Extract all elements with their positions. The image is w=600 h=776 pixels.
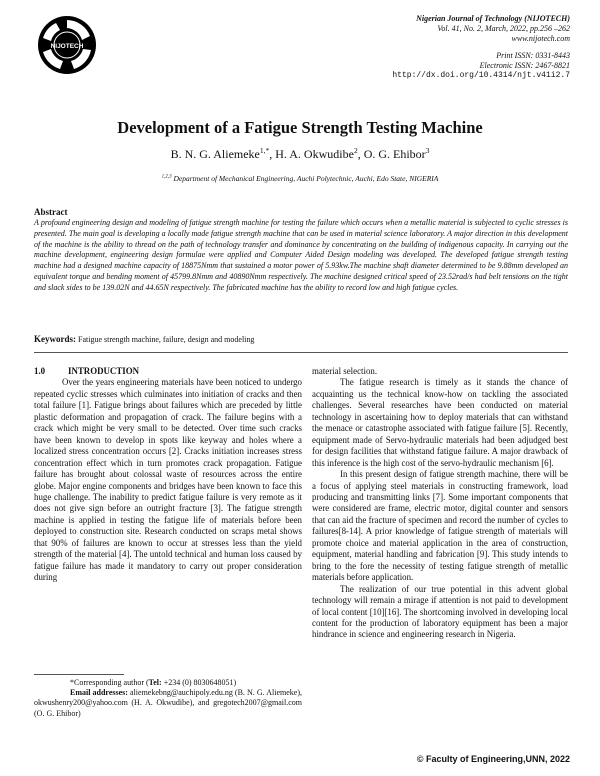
- keywords: [34, 334, 568, 344]
- author-name: B. N. G. Aliemeke: [170, 147, 260, 161]
- volume-info: Vol. 41, No. 2, March, 2022, pp.256 –262: [437, 24, 570, 33]
- print-issn: Print ISSN: 0331-8443: [496, 51, 570, 60]
- footnote-divider: [34, 674, 124, 675]
- footnote: [34, 678, 302, 719]
- journal-website[interactable]: www.nijotech.com: [511, 34, 570, 43]
- svg-text:NIJOTECH: NIJOTECH: [50, 43, 84, 50]
- intro-continuation: material selection.: [312, 366, 378, 376]
- corresponding-author: *Corresponding author (Tel: +234 (0) 8030648051): [70, 678, 237, 687]
- keywords-label: Keywords:: [34, 334, 76, 344]
- abstract-text: A profound engineering design and modeling of fatigue strength machine for testing the failure which occurs when a metallic material is subjected to cyclic stresses is presented. The main goal is developing a locally made fatigue strength machine that can be used in material science laboratory. A major direction in this development of the machine is the ability to thread on the path of technology transfer and dominance by concentrating on the building of indigenous capacity. In carrying out the machine development, engineering design formulae were applied and Computer Aided Design modeling was developed. The developed fatigue strength testing machine had a designed machine capacity of 18875Nmm that sustained a motor power of 5.93kw.The machine shaft diameter determined to be 9.88mm developed an equivalent torque and bending moment of 45799.8Nmm and 40890Nmm respectively. The machine designed critical speed of 23.52rad/s had belt tensions on the tight and slack sides to be 139.02N and 44.65N respectively. The fabricated machine has the ability to record low and high fatigue cycles.: [34, 218, 568, 292]
- right-column: [312, 366, 568, 641]
- email-addresses: Email addresses: aliemekebng@auchipoly.edu.ng (B. N. G. Aliemeke), okwushenry200@yahoo.com (H. A. Okwudibe), and gregotech2007@gmail.com (O. G. Ehibor): [34, 688, 302, 718]
- author-sup: 3: [425, 146, 430, 155]
- copyright-footer: © Faculty of Engineering,UNN, 2022: [416, 754, 570, 764]
- affiliation: $^{1,2,3}$ Department of Mechanical Engineering, Auchi Polytechnic, Auchi, Edo State, NIGERIA: [161, 174, 439, 183]
- author-name: O. G. Ehibor: [363, 147, 426, 161]
- section-divider: [34, 352, 568, 353]
- section-number: 1.0: [34, 366, 46, 376]
- abstract-heading: Abstract: [34, 207, 68, 217]
- journal-name: Nigerian Journal of Technology (NIJOTECH): [416, 14, 570, 23]
- author-sup: 1,*: [259, 146, 270, 155]
- intro-paragraph: Over the years engineering materials have been noticed to undergo repeated cyclic stresses which culminates into initiation of cracks and then total failure [1]. Fatigue brings about failures which are preceded by little plastic deformation and propagation of crack. The failure begins with a crack which might be very small to be detected. Over time such cracks have been known to develop in spots like keyway and holes where a localized stress concentration occurs [2]. Cracks initiation increases stress concentration effect which in turn promotes crack propagation. Fatigue failure has brought about colossal waste of resources across the entire globe. Major engine components and bridges have been known to face this huge challenge. The inability to predict fatigue failure is very remote as it does not give sign before an outright fracture [3]. The fatigue strength machine is applied in testing the fatigue life of materials before been deployed to construction site. Research conducted on scraps metal shows that 90% of failures are known to occur at stresses less than the yield strength of the material [4]. The untold technical and human loss caused by fatigue failure has made it mandatory to carry out proper consideration during: [34, 377, 302, 583]
- author-list: B. N. G. Aliemeke$^{1,*}$, H. A. Okwudibe$^2$, O. G. Ehibor$^3$: [170, 146, 430, 161]
- section-title: INTRODUCTION: [68, 366, 140, 376]
- electronic-issn: Electronic ISSN: 2467-8821: [479, 61, 570, 70]
- doi-link[interactable]: http://dx.doi.org/10.4314/njt.v41i2.7: [392, 71, 570, 80]
- left-column: [34, 366, 302, 584]
- author-sup: 2: [353, 146, 358, 155]
- keywords-text: Fatigue strength machine, failure, design and modeling: [78, 335, 255, 344]
- journal-header: [240, 14, 570, 81]
- paper-title: Development of a Fatigue Strength Testing Machine: [117, 118, 483, 137]
- author-name: H. A. Okwudibe: [275, 147, 354, 161]
- intro-paragraph: The realization of our true potential in this advent global technology will remain a mirage if attention is not paid to development of local content [10][16]. The shortcoming involved in developing local content for the production of laboratory equipment has been a major hindrance in science and engineering research in Nigeria.: [312, 583, 568, 640]
- nijotech-circular-logo-icon: [36, 14, 98, 76]
- journal-logo: [36, 14, 98, 76]
- intro-paragraph: In this present design of fatigue strength machine, there will be a focus of applying steel materials in constructing framework, load producing and transmitting links [7]. Some important components that were considered are frame, electric motor, digital counter and sensors that can aid the fracture of specimen and record the number of cycles to failures[8-14]. A prior knowledge of fatigue strength of materials will promote choice and material application in the area of construction, equipment, material handling and fabrication [9]. This study intends to bring to the fore the necessity of testing fatigue strength of metallic materials before application.: [312, 469, 568, 583]
- section-heading: [34, 366, 302, 377]
- intro-paragraph: The fatigue research is timely as it stands the chance of acquainting us the technical know-how on tackling the associated challenges. Several researches have been conducted on material technology in ascertaining how to deploy materials that can withstand the menace or catastrophe associated with fatigue failure [5]. Recently, equipment made of Servo-hydraulic materials had been adjudged best for design facilities that withstand fatigue failure. A major drawback of this inference is the high cost of the servo-hydraulic mechanism [6].: [312, 377, 568, 468]
